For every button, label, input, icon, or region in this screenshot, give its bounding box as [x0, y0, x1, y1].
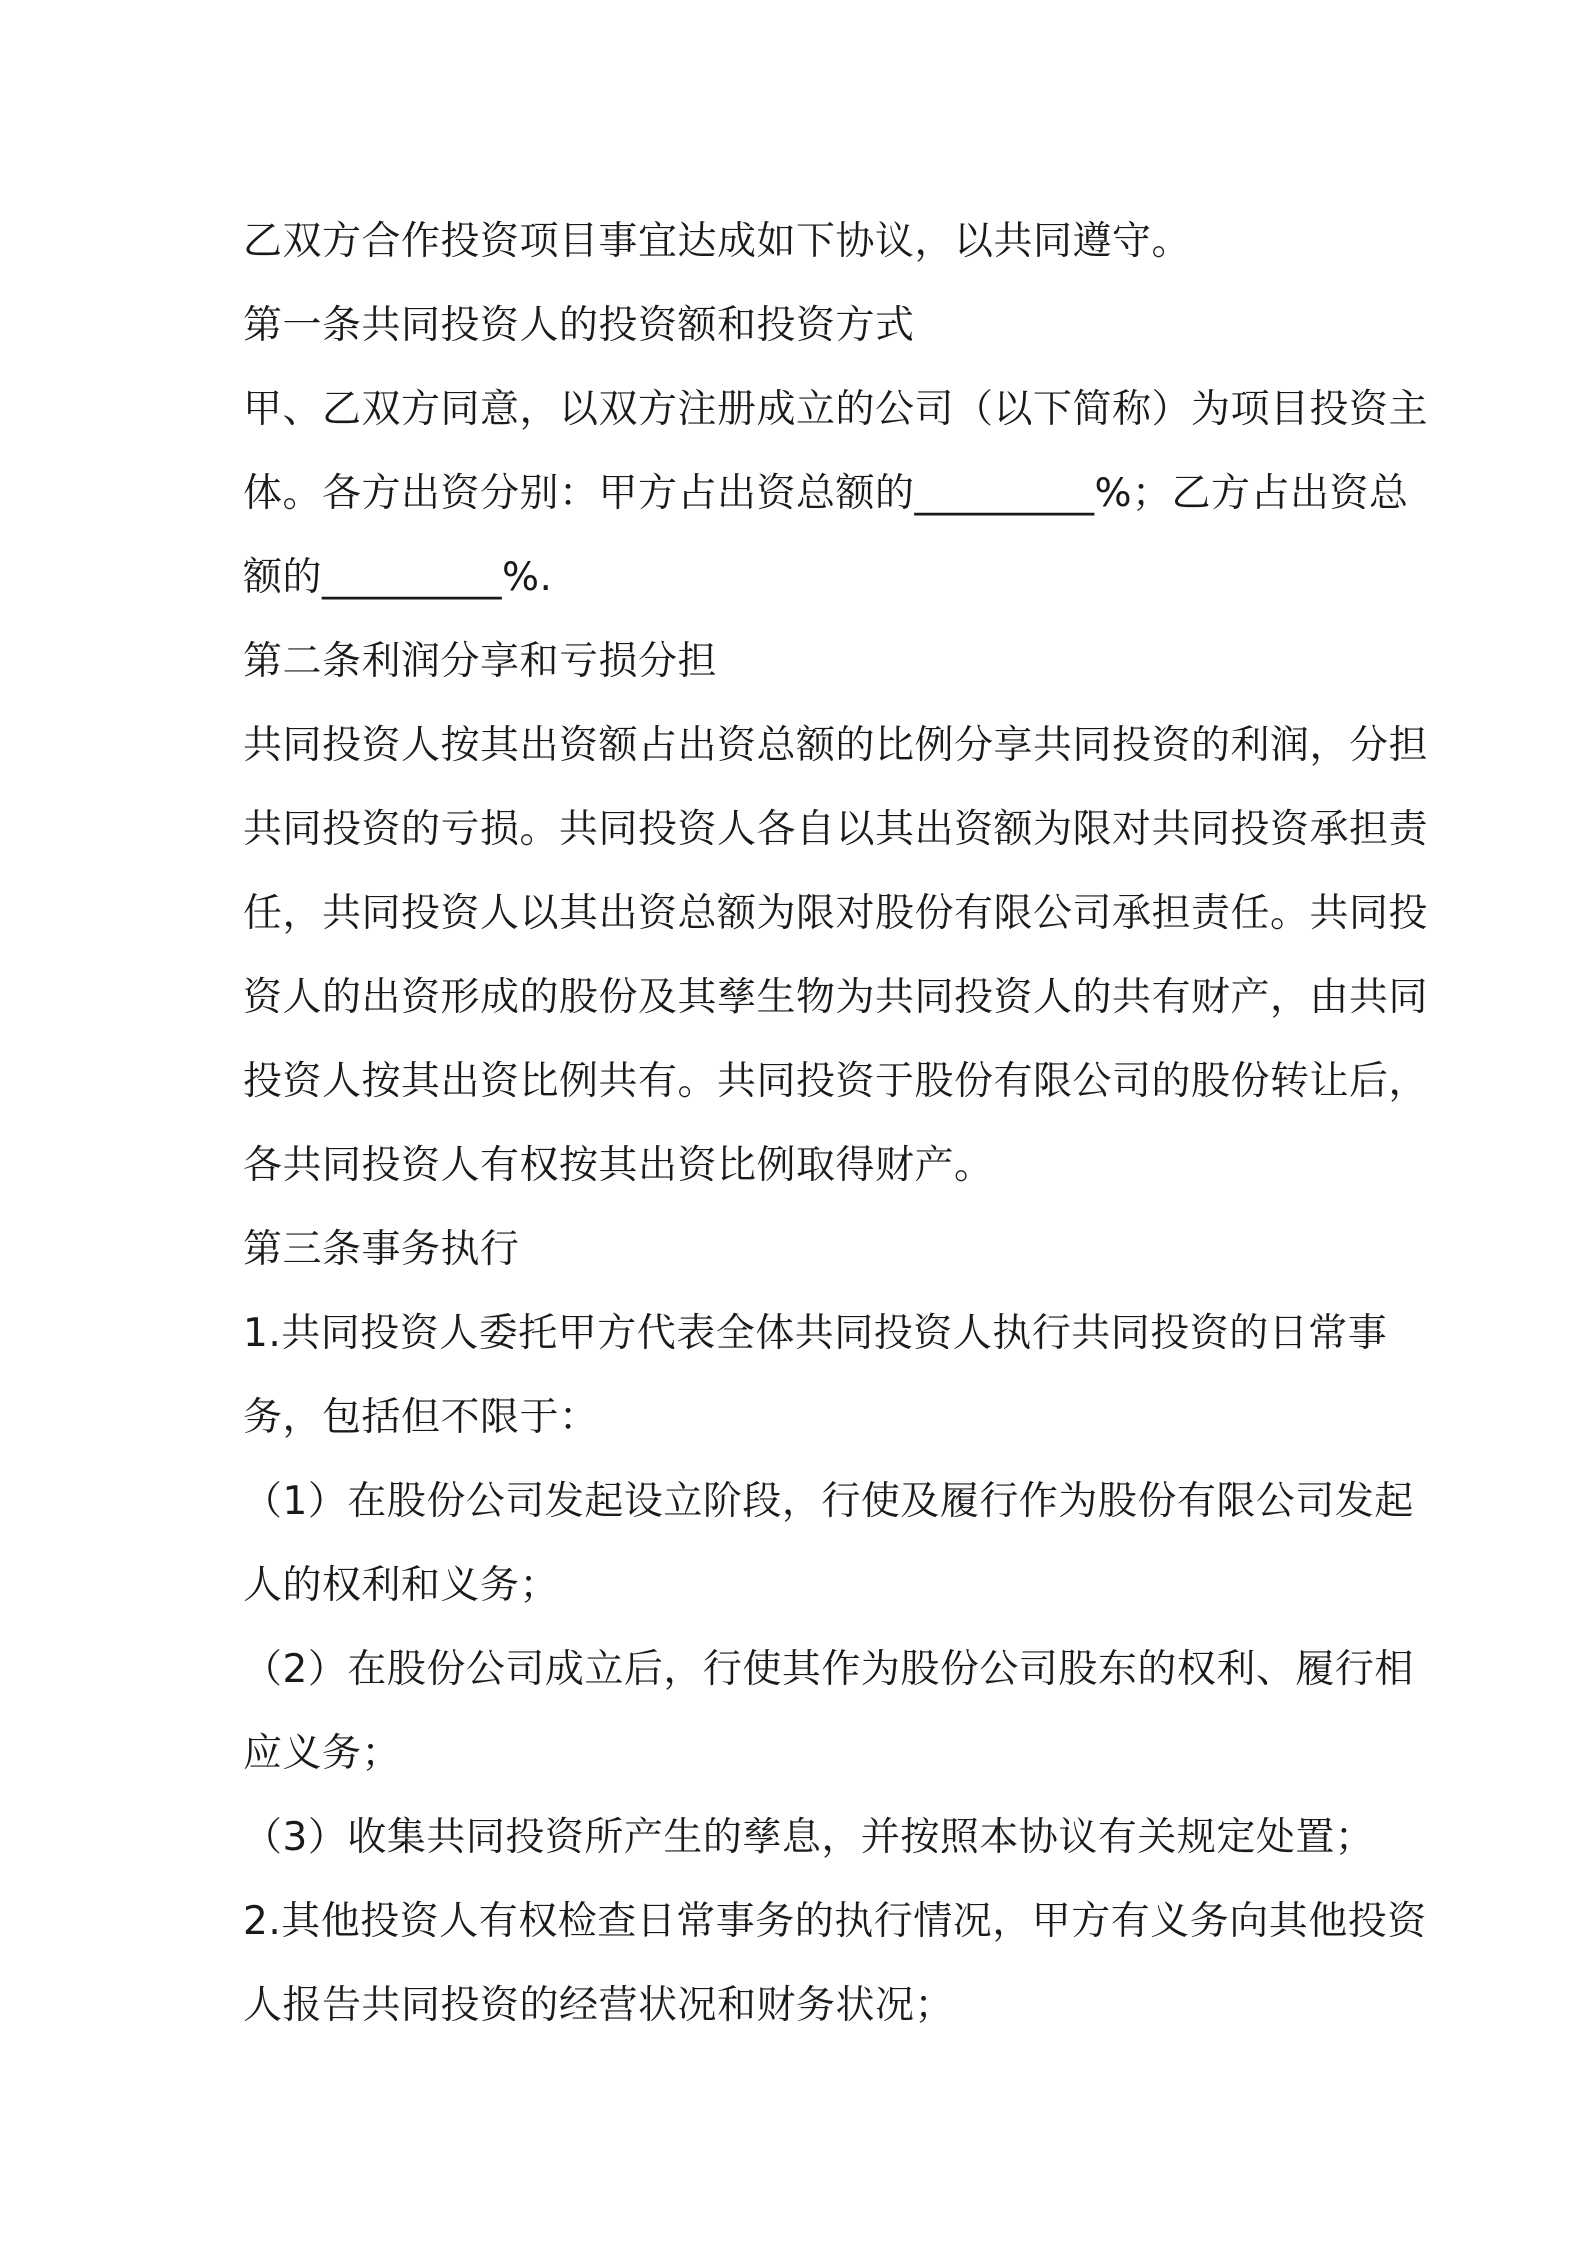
text-line: （2）在股份公司成立后，行使其作为股份公司股东的权利、履行相	[243, 1647, 1414, 1692]
text-line: 人报告共同投资的经营状况和财务状况；	[243, 1983, 955, 2028]
section-heading: 第一条共同投资人的投资额和投资方式	[243, 303, 915, 348]
text-line: 应义务；	[243, 1731, 402, 1776]
text-line: 共同投资的亏损。共同投资人各自以其出资额为限对共同投资承担责	[243, 807, 1429, 852]
text-line: 人的权利和义务；	[243, 1563, 560, 1608]
text-line: 务，包括但不限于：	[243, 1395, 599, 1440]
document-body	[243, 200, 1429, 2048]
section-heading: 第三条事务执行	[243, 1227, 520, 1272]
text-line: 乙双方合作投资项目事宜达成如下协议，以共同遵守。	[243, 219, 1192, 264]
text-line: （3）收集共同投资所产生的孳息，并按照本协议有关规定处置；	[243, 1815, 1375, 1860]
text-line: 体。各方出资分别：甲方占出资总额的_________%；乙方占出资总	[243, 471, 1409, 516]
text-line: 甲、乙双方同意，以双方注册成立的公司（以下简称）为项目投资主	[243, 387, 1429, 432]
text-line: 共同投资人按其出资额占出资总额的比例分享共同投资的利润，分担	[243, 723, 1429, 768]
text-line: （1）在股份公司发起设立阶段，行使及履行作为股份有限公司发起	[243, 1479, 1414, 1524]
section-heading: 第二条利润分享和亏损分担	[243, 639, 718, 684]
text-line: 资人的出资形成的股份及其孳生物为共同投资人的共有财产，由共同	[243, 975, 1429, 1020]
text-line: 额的_________%.	[243, 555, 553, 600]
text-line: 任，共同投资人以其出资总额为限对股份有限公司承担责任。共同投	[243, 891, 1429, 936]
text-line: 各共同投资人有权按其出资比例取得财产。	[243, 1143, 994, 1188]
text-line: 投资人按其出资比例共有。共同投资于股份有限公司的股份转让后，	[243, 1059, 1429, 1104]
text-line: 1.共同投资人委托甲方代表全体共同投资人执行共同投资的日常事	[243, 1311, 1388, 1356]
text-line: 2.其他投资人有权检查日常事务的执行情况，甲方有义务向其他投资	[243, 1899, 1427, 1944]
